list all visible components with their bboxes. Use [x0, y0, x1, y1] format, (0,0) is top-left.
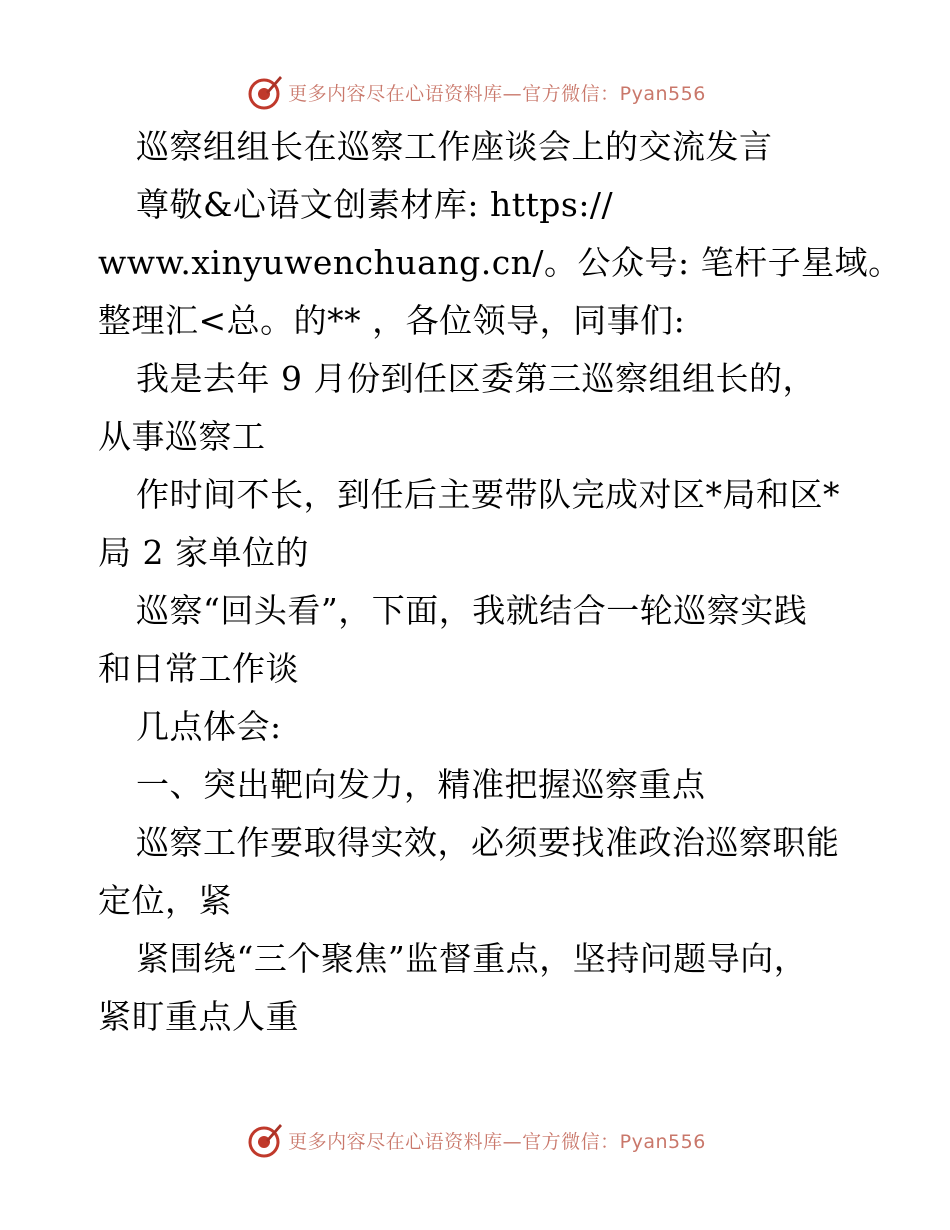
header-banner-text: 更多内容尽在心语资料库—官方微信：Pyan556: [288, 82, 706, 105]
text-line: 几点体会:: [136, 707, 282, 746]
header-banner: [0, 70, 950, 114]
text-line: 和日常工作谈: [98, 649, 299, 688]
text-line: 紧盯重点人重: [98, 997, 299, 1036]
pen-logo-icon: [244, 1120, 284, 1160]
text-line: 从事巡察工: [98, 417, 266, 456]
text-line: 定位，紧: [98, 881, 232, 920]
footer-banner-text: 更多内容尽在心语资料库—官方微信：Pyan556: [288, 1130, 706, 1153]
text-line: 巡察“回头看”，下面，我就结合一轮巡察实践: [136, 591, 808, 630]
text-line: 紧围绕“三个聚焦”监督重点，坚持问题导向，: [136, 939, 808, 978]
text-line: 巡察组组长在巡察工作座谈会上的交流发言: [136, 127, 773, 166]
text-line: 巡察工作要取得实效，必须要找准政治巡察职能: [136, 823, 840, 862]
text-line: 我是去年 9 月份到任区委第三巡察组组长的，: [136, 359, 816, 398]
text-line: 作时间不长，到任后主要带队完成对区*局和区*: [136, 475, 840, 514]
document-body: [98, 118, 902, 1046]
footer-banner: [0, 1118, 950, 1162]
section-heading: 一、突出靶向发力，精准把握巡察重点: [136, 765, 706, 804]
text-line: 局 2 家单位的: [98, 533, 309, 572]
text-line: www.xinyuwenchuang.cn/。公众号: 笔杆子星域。: [98, 243, 902, 282]
text-line: 整理汇<总。的** ，各位领导，同事们:: [98, 301, 686, 340]
text-line: 尊敬&心语文创素材库: https://: [136, 185, 614, 224]
pen-logo-icon: [244, 72, 284, 112]
